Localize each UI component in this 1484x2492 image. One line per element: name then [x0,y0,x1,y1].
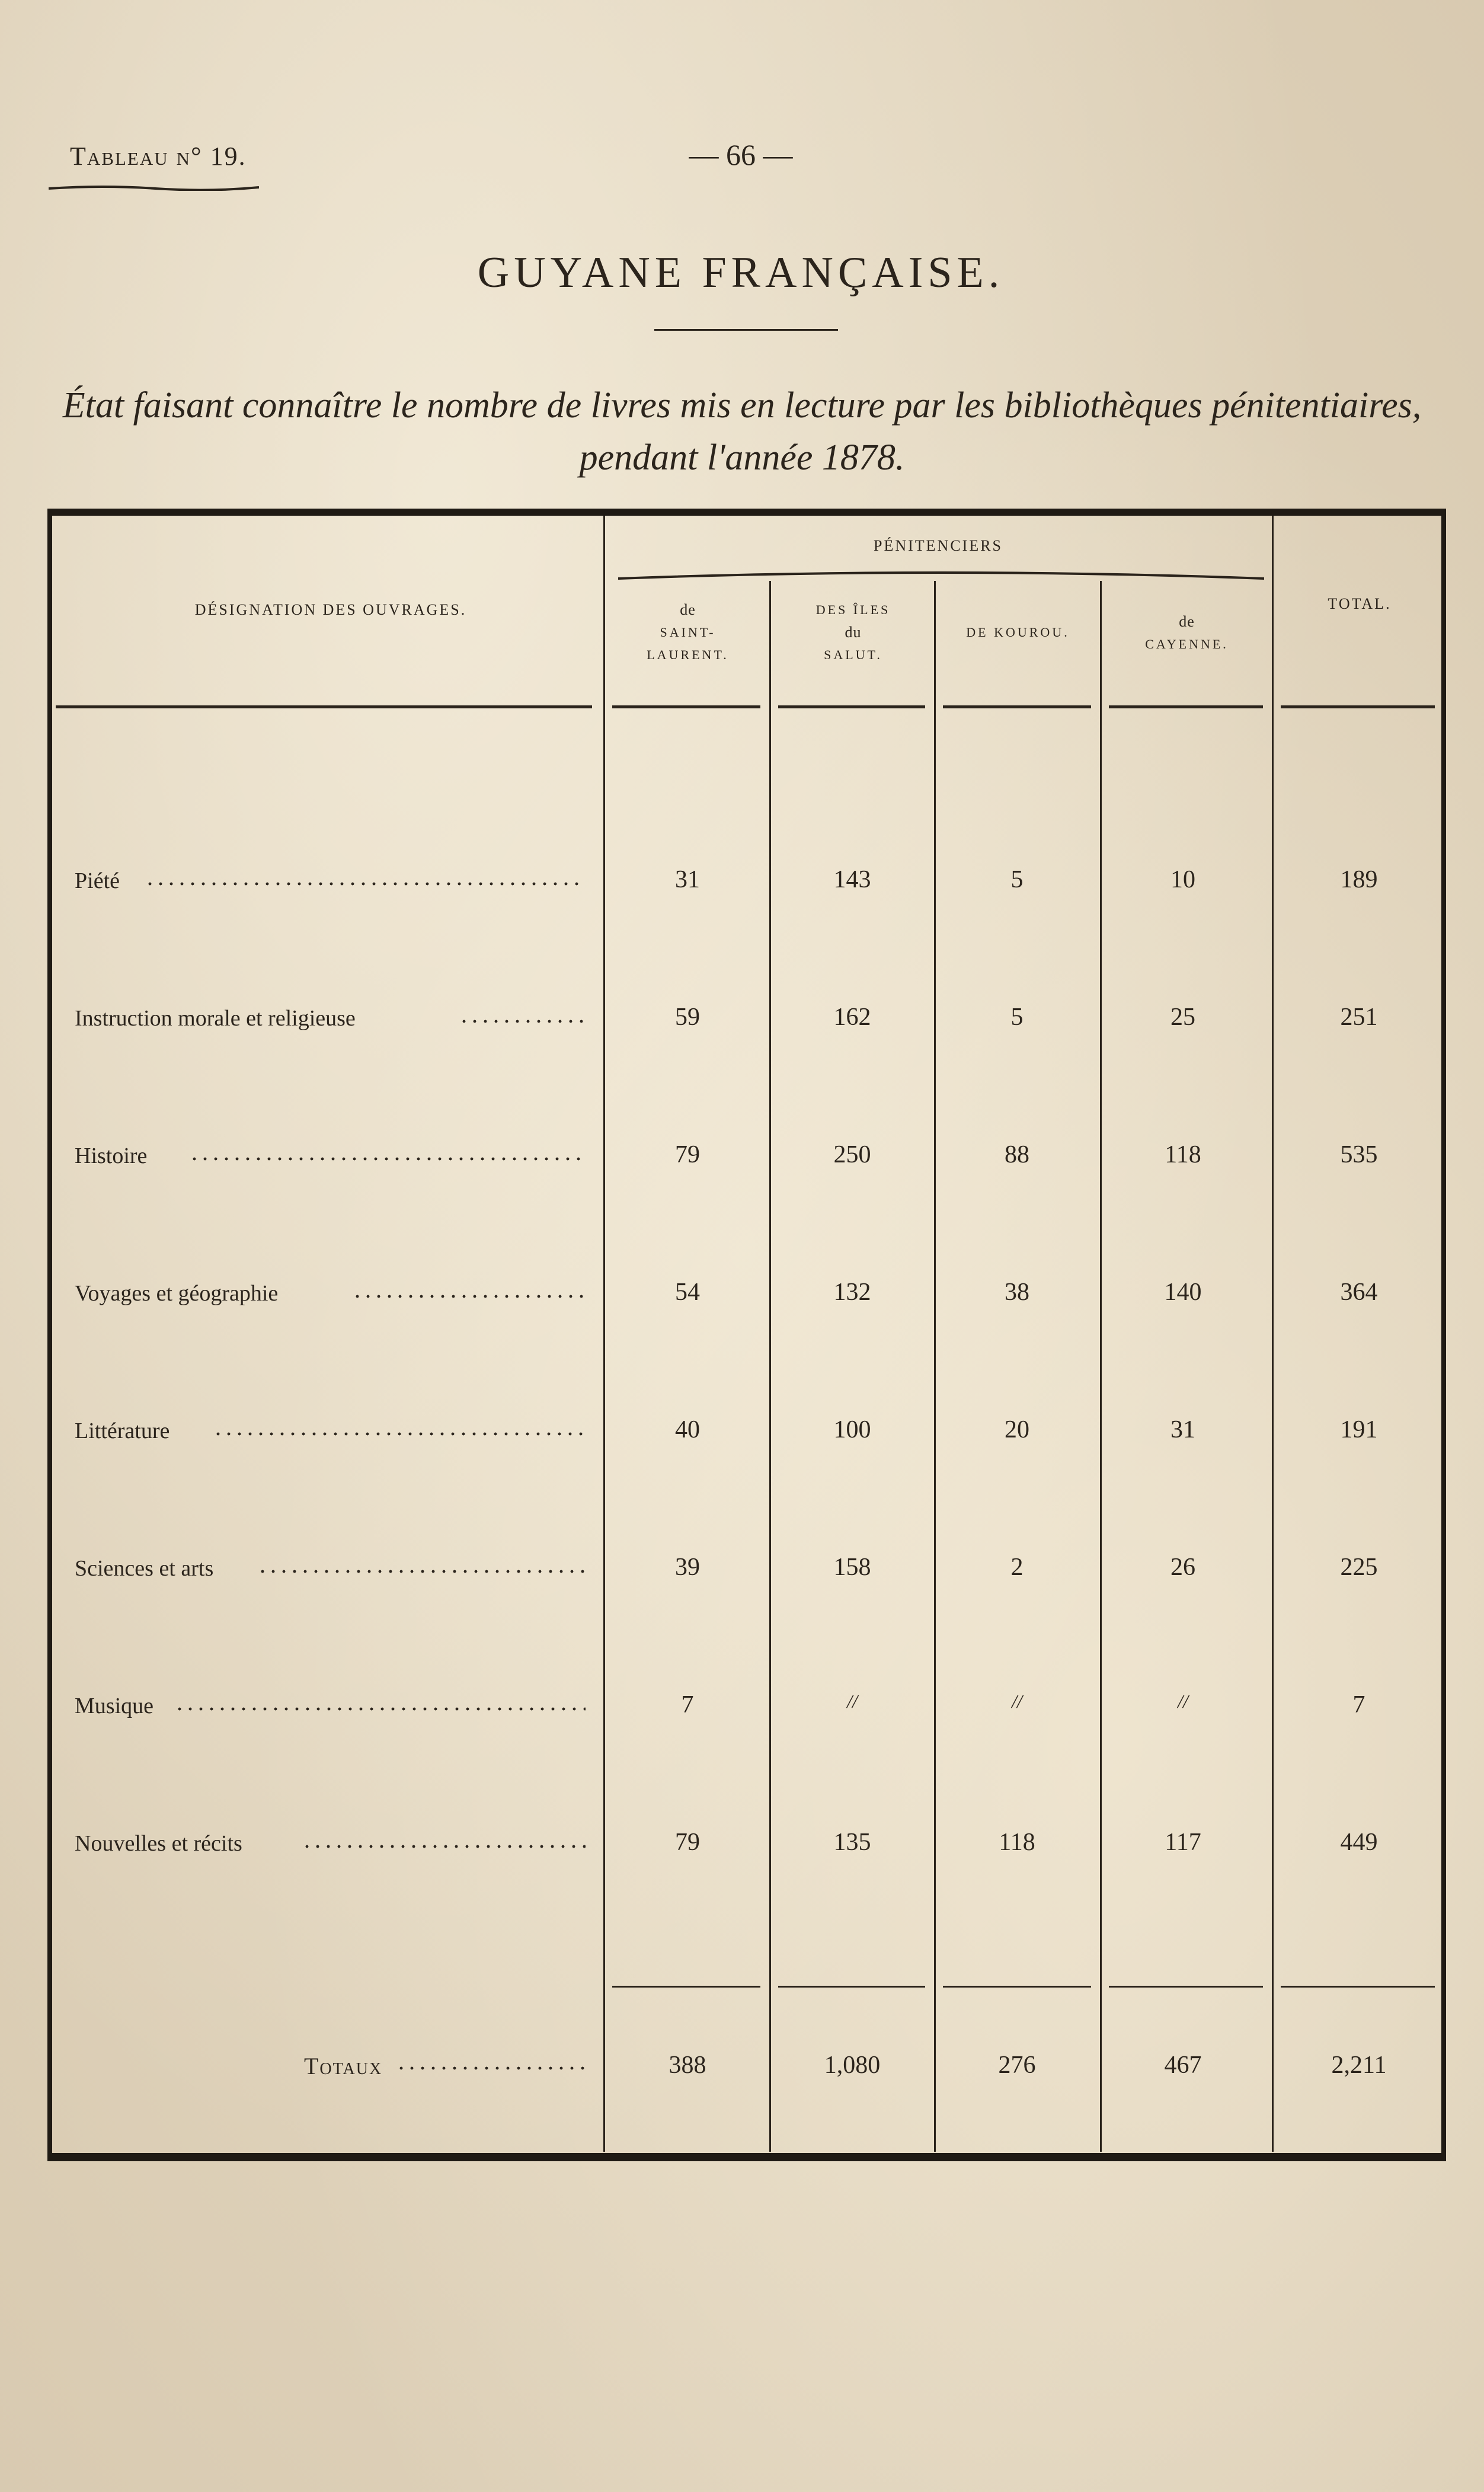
page-title: GUYANE FRANÇAISE. [477,248,1005,297]
penitenciers-header: PÉNITENCIERS [874,537,1003,554]
ornamental-rule [49,185,259,191]
column-header-line: LAURENT. [647,647,729,662]
row-label: Instruction morale et religieuse [75,1006,356,1031]
table-cell: 39 [675,1554,700,1581]
leader-dots [459,1009,586,1027]
header-rule [1109,705,1263,708]
caption-line-1: État faisant connaître le nombre de livres mis en lecture par les bibliothèques pénitentiaires, [62,385,1422,426]
table-cell: 5 [1010,866,1024,893]
row-total-cell: 189 [1340,866,1378,893]
total-header: TOTAL. [1328,595,1392,612]
totals-rule [778,1986,925,1988]
table-cell: // [847,1691,858,1712]
table-cell: 40 [675,1416,700,1443]
row-label: Littérature [75,1418,170,1443]
table-cell: 140 [1164,1279,1202,1306]
table-cell: 20 [1005,1416,1029,1443]
column-header-line: du [845,624,862,641]
table-cell: 2 [1010,1554,1024,1581]
table-cell: 25 [1170,1004,1195,1031]
table-cell: 132 [833,1279,871,1306]
table-cell: 118 [1165,1141,1201,1168]
row-label: Sciences et arts [75,1556,214,1581]
totals-rule [943,1986,1091,1988]
caption-line-2: pendant l'année 1878. [579,437,905,478]
row-label: Piété [75,868,120,893]
totals-rule [1281,1986,1435,1988]
table-cell: 79 [675,1829,700,1856]
column-header-cayenne [1102,611,1271,656]
row-label: Histoire [75,1143,148,1168]
column-header-line: DE KOUROU. [966,625,1070,640]
column-divider [603,516,605,2152]
penitenciers-brace [618,569,1264,582]
leader-dots [352,1284,586,1302]
totals-rule [612,1986,760,1988]
column-header-iles-du-salut [772,599,935,666]
row-total-cell: 449 [1340,1829,1378,1856]
header-rule [612,705,760,708]
table-cell: 118 [999,1829,1035,1856]
table-cell: 162 [833,1004,871,1031]
table-cell: 79 [675,1141,700,1168]
table-cell: 100 [833,1416,871,1443]
column-divider [1272,516,1274,2152]
column-divider [1100,581,1102,2152]
table-cell: // [1012,1691,1022,1712]
table-cell: 7 [681,1691,694,1718]
row-total-cell: 364 [1340,1279,1378,1306]
leader-dots [257,1559,586,1577]
grand-total: 2,211 [1331,2052,1387,2079]
leader-dots [189,1146,586,1164]
row-label: Musique [75,1694,153,1718]
total-kourou: 276 [998,2052,1036,2079]
column-header-line: de [1179,613,1195,630]
table-cell: 5 [1010,1004,1024,1031]
totals-rule [1109,1986,1263,1988]
table-caption [36,379,1448,484]
leader-dots [174,1697,586,1714]
column-divider [769,581,771,2152]
tableau-label: Tableau n° 19. [70,142,247,171]
table-cell: 59 [675,1004,700,1031]
row-total-cell: 535 [1340,1141,1378,1168]
page-number: — 66 — [689,138,793,171]
table-cell: 88 [1005,1141,1029,1168]
row-total-cell: 191 [1340,1416,1378,1443]
table-cell: 135 [833,1829,871,1856]
total-cayenne: 467 [1164,2052,1202,2079]
table-cell: 10 [1170,866,1195,893]
column-header-line: DES ÎLES [815,602,891,617]
totals-label: Totaux [304,2053,383,2079]
row-total-cell: 251 [1340,1004,1378,1031]
column-header-saint-laurent [606,599,769,666]
column-header-line: SAINT- [660,625,716,640]
column-header-line: SALUT. [824,647,882,662]
header-rule [943,705,1091,708]
total-saint-laurent: 388 [669,2052,706,2079]
total-iles-du-salut: 1,080 [824,2052,881,2079]
row-total-cell: 7 [1352,1691,1365,1718]
leader-dots [396,2056,586,2074]
row-total-cell: 225 [1340,1554,1378,1581]
header-rule [56,705,592,708]
designation-header: DÉSIGNATION DES OUVRAGES. [194,601,467,618]
statistics-table [47,509,1446,2161]
header-rule [778,705,925,708]
table-cell: 54 [675,1279,700,1306]
leader-dots [145,871,586,889]
column-header-kourou [936,621,1099,644]
table-cell: 31 [1170,1416,1195,1443]
leader-dots [213,1421,586,1439]
table-cell: 38 [1005,1279,1029,1306]
table-cell: 31 [675,866,700,893]
row-label: Voyages et géographie [75,1281,279,1306]
column-header-line: CAYENNE. [1145,637,1229,651]
table-cell: // [1178,1691,1188,1712]
column-header-line: de [680,601,696,618]
row-label: Nouvelles et récits [75,1831,242,1856]
column-divider [934,581,936,2152]
header-rule [1281,705,1435,708]
table-cell: 143 [833,866,871,893]
table-cell: 117 [1165,1829,1201,1856]
title-divider [654,329,838,331]
table-cell: 26 [1170,1554,1195,1581]
leader-dots [302,1834,586,1852]
table-cell: 250 [833,1141,871,1168]
table-cell: 158 [833,1554,871,1581]
